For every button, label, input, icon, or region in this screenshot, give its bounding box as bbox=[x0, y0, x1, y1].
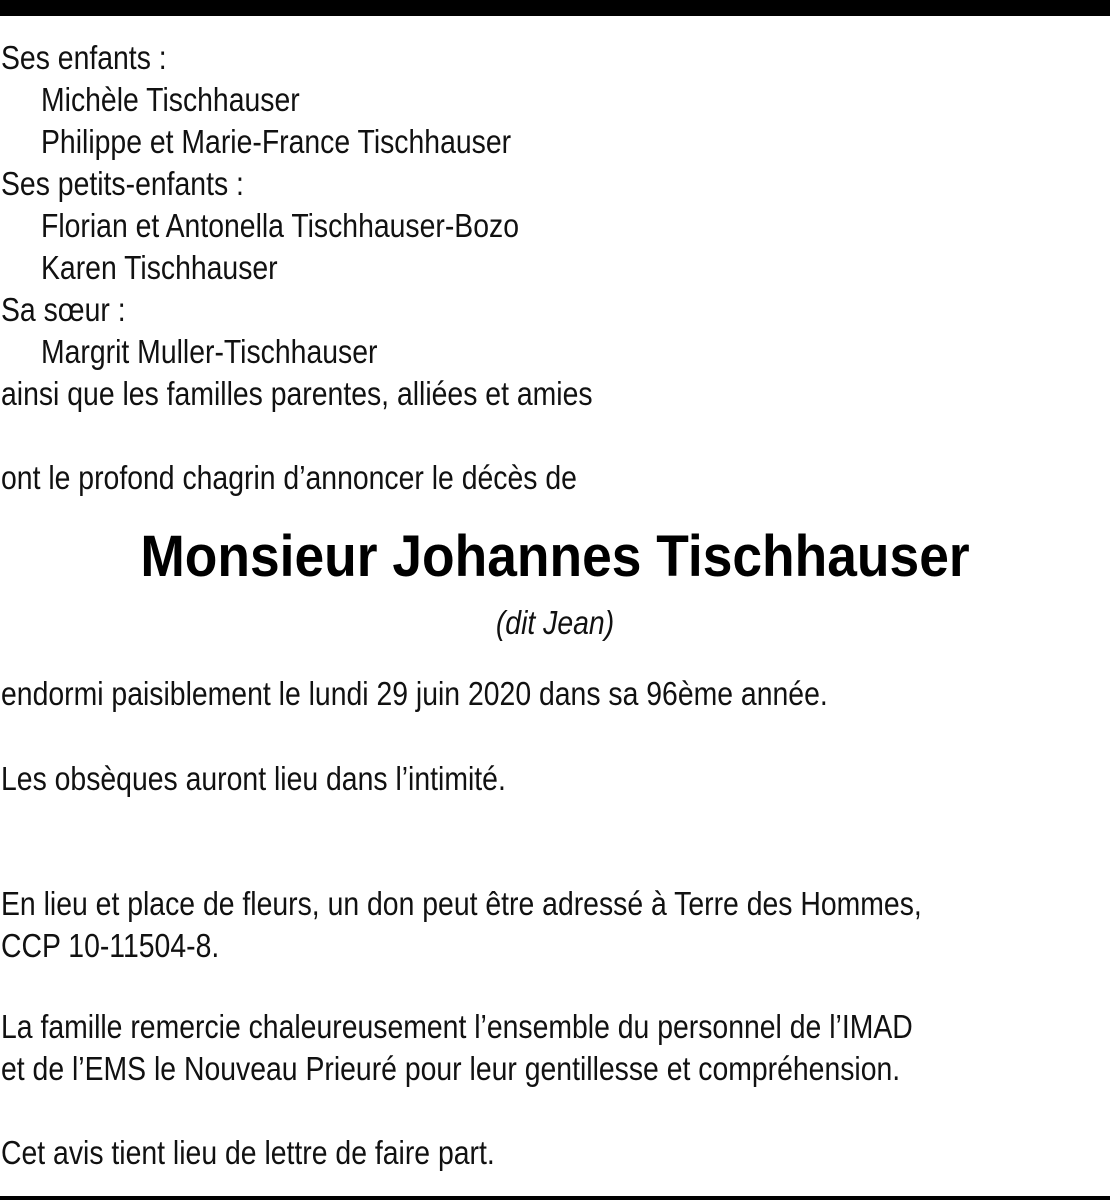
closing-text: Cet avis tient lieu de lettre de faire part. bbox=[1, 1134, 495, 1171]
children-label: Ses enfants : bbox=[1, 39, 167, 76]
grandchildren-label: Ses petits-enfants : bbox=[1, 165, 244, 202]
donation-line-2: CCP 10-11504-8. bbox=[1, 927, 220, 964]
sister-name: Margrit Muller-Tischhauser bbox=[41, 333, 378, 370]
thanks-line-1: La famille remercie chaleureusement l’ensemble du personnel de l’IMAD bbox=[1, 1008, 913, 1045]
thanks-line-2: et de l’EMS le Nouveau Prieuré pour leur gentillesse et compréhension. bbox=[1, 1050, 901, 1087]
deceased-name: Monsieur Johannes Tischhauser bbox=[140, 524, 970, 589]
top-rule bbox=[0, 0, 1110, 16]
child-name: Philippe et Marie-France Tischhauser bbox=[41, 123, 512, 160]
bottom-rule bbox=[0, 1196, 1110, 1200]
funeral-text: Les obsèques auront lieu dans l’intimité. bbox=[1, 760, 506, 797]
grandchild-name: Florian et Antonella Tischhauser-Bozo bbox=[41, 207, 519, 244]
deceased-nickname: (dit Jean) bbox=[495, 604, 615, 641]
other-families: ainsi que les familles parentes, alliées et amies bbox=[1, 375, 593, 412]
death-line: endormi paisiblement le lundi 29 juin 2020 dans sa 96ème année. bbox=[1, 675, 828, 712]
child-name: Michèle Tischhauser bbox=[41, 81, 300, 118]
grandchild-name: Karen Tischhauser bbox=[41, 249, 278, 286]
sister-label: Sa sœur : bbox=[1, 291, 126, 328]
donation-line-1: En lieu et place de fleurs, un don peut être adressé à Terre des Hommes, bbox=[1, 885, 922, 922]
announcement-text: ont le profond chagrin d’annoncer le décès de bbox=[1, 459, 577, 496]
